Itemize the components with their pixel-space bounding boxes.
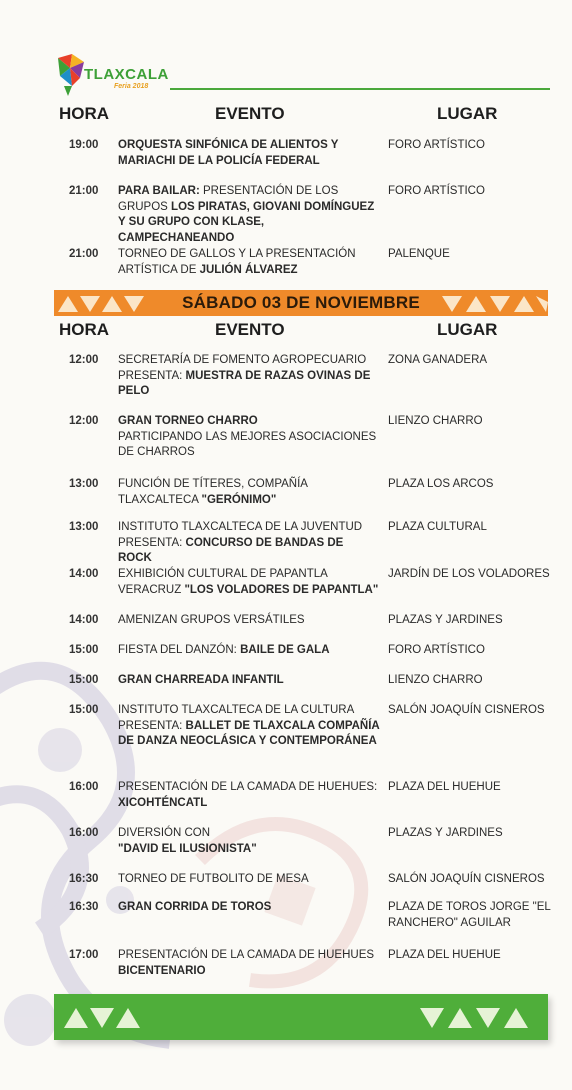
event-time: 12:00 xyxy=(69,354,99,366)
event-description: SECRETARÍA DE FOMENTO AGROPECUARIO PRESENTA: MUESTRA DE RAZAS OVINAS DE PELO xyxy=(118,354,371,397)
event-description: INSTITUTO TLAXCALTECA DE LA JUVENTUD PRESENTA: CONCURSO DE BANDAS DE ROCK xyxy=(118,521,363,564)
event-time: 13:00 xyxy=(69,478,99,490)
event-description: PRESENTACIÓN DE LA CAMADA DE HUEHUES: XICOHTÉNCATL xyxy=(118,781,378,809)
event-place: PLAZA DE TOROS JORGE "EL RANCHERO" AGUILAR xyxy=(388,901,551,929)
column-lugar: LUGAR xyxy=(437,320,498,339)
event-place: LIENZO CHARRO xyxy=(388,674,483,686)
event-place: PLAZA DEL HUEHUE xyxy=(388,949,501,961)
event-description: TORNEO DE FUTBOLITO DE MESA xyxy=(118,873,309,885)
footer-banner xyxy=(54,994,548,1040)
event-description: INSTITUTO TLAXCALTECA DE LA CULTURA PRESENTA: BALLET DE TLAXCALA COMPAÑÍA DE DANZA NEOCLÁSICA Y CONTEMPORÁNEA xyxy=(118,704,380,747)
event-place: FORO ARTÍSTICO xyxy=(388,139,485,151)
event-description: EXHIBICIÓN CULTURAL DE PAPANTLA VERACRUZ "LOS VOLADORES DE PAPANTLA" xyxy=(118,568,379,596)
event-description: FUNCIÓN DE TÍTERES, COMPAÑÍA TLAXCALTECA "GERÓNIMO" xyxy=(118,478,308,506)
event-description: GRAN TORNEO CHARRO PARTICIPANDO LAS MEJORES ASOCIACIONES DE CHARROS xyxy=(118,415,377,458)
column-evento: EVENTO xyxy=(215,104,285,123)
event-description: GRAN CHARREADA INFANTIL xyxy=(118,674,284,686)
event-place: FORO ARTÍSTICO xyxy=(388,185,485,197)
event-place: PLAZAS Y JARDINES xyxy=(388,614,503,626)
event-place: PLAZA CULTURAL xyxy=(388,521,487,533)
event-time: 15:00 xyxy=(69,674,99,686)
event-time: 12:00 xyxy=(69,415,99,427)
event-place: SALÓN JOAQUÍN CISNEROS xyxy=(388,873,545,885)
column-lugar: LUGAR xyxy=(437,104,498,123)
event-time: 16:30 xyxy=(69,901,99,913)
event-time: 16:30 xyxy=(69,873,99,885)
event-place: LIENZO CHARRO xyxy=(388,415,483,427)
header-divider xyxy=(170,88,550,90)
event-place: PLAZA LOS ARCOS xyxy=(388,478,494,490)
event-place: PLAZAS Y JARDINES xyxy=(388,827,503,839)
event-time: 14:00 xyxy=(69,568,99,580)
event-place: PALENQUE xyxy=(388,248,450,260)
event-description: TORNEO DE GALLOS Y LA PRESENTACIÓN ARTÍSTICA DE JULIÓN ÁLVAREZ xyxy=(118,248,356,276)
logo-icon xyxy=(54,52,88,98)
event-place: SALÓN JOAQUÍN CISNEROS xyxy=(388,704,545,716)
column-headers xyxy=(0,104,572,128)
event-time: 15:00 xyxy=(69,644,99,656)
event-time: 19:00 xyxy=(69,139,99,151)
event-description: DIVERSIÓN CON "DAVID EL ILUSIONISTA" xyxy=(118,827,257,855)
event-place: ZONA GANADERA xyxy=(388,354,488,366)
event-place: PLAZA DEL HUEHUE xyxy=(388,781,501,793)
event-time: 17:00 xyxy=(69,949,99,961)
event-place: FORO ARTÍSTICO xyxy=(388,644,485,656)
event-time: 14:00 xyxy=(69,614,99,626)
event-description: AMENIZAN GRUPOS VERSÁTILES xyxy=(118,614,305,626)
day-title: SÁBADO 03 DE NOVIEMBRE xyxy=(182,293,420,312)
event-time: 16:00 xyxy=(69,781,99,793)
brand-name: TLAXCALA xyxy=(84,66,169,83)
event-time: 21:00 xyxy=(69,185,99,197)
event-time: 15:00 xyxy=(69,704,99,716)
event-description: PARA BAILAR: PRESENTACIÓN DE LOS GRUPOS LOS PIRATAS, GIOVANI DOMÍNGUEZ Y SU GRUPO CON KLASE, CAMPECHANEANDO xyxy=(118,185,375,244)
banner-pattern-right xyxy=(438,290,548,316)
column-evento: EVENTO xyxy=(215,320,285,339)
event-description: PRESENTACIÓN DE LA CAMADA DE HUEHUES BICENTENARIO xyxy=(118,949,375,977)
event-description: ORQUESTA SINFÓNICA DE ALIENTOS Y MARIACHI DE LA POLICÍA FEDERAL xyxy=(118,139,339,167)
brand-subtitle: Feria 2018 xyxy=(114,83,149,90)
event-time: 21:00 xyxy=(69,248,99,260)
day-banner xyxy=(54,290,548,316)
footer-pattern-right xyxy=(418,998,538,1036)
event-place: JARDÍN DE LOS VOLADORES xyxy=(388,568,550,580)
footer-pattern-left xyxy=(62,998,152,1036)
event-description: FIESTA DEL DANZÓN: BAILE DE GALA xyxy=(118,644,330,656)
column-hora: HORA xyxy=(59,104,110,123)
column-headers-2 xyxy=(0,320,572,344)
event-time: 13:00 xyxy=(69,521,99,533)
event-time: 16:00 xyxy=(69,827,99,839)
event-description: GRAN CORRIDA DE TOROS xyxy=(118,901,272,913)
tlaxcala-logo xyxy=(54,52,194,100)
column-hora: HORA xyxy=(59,320,110,339)
